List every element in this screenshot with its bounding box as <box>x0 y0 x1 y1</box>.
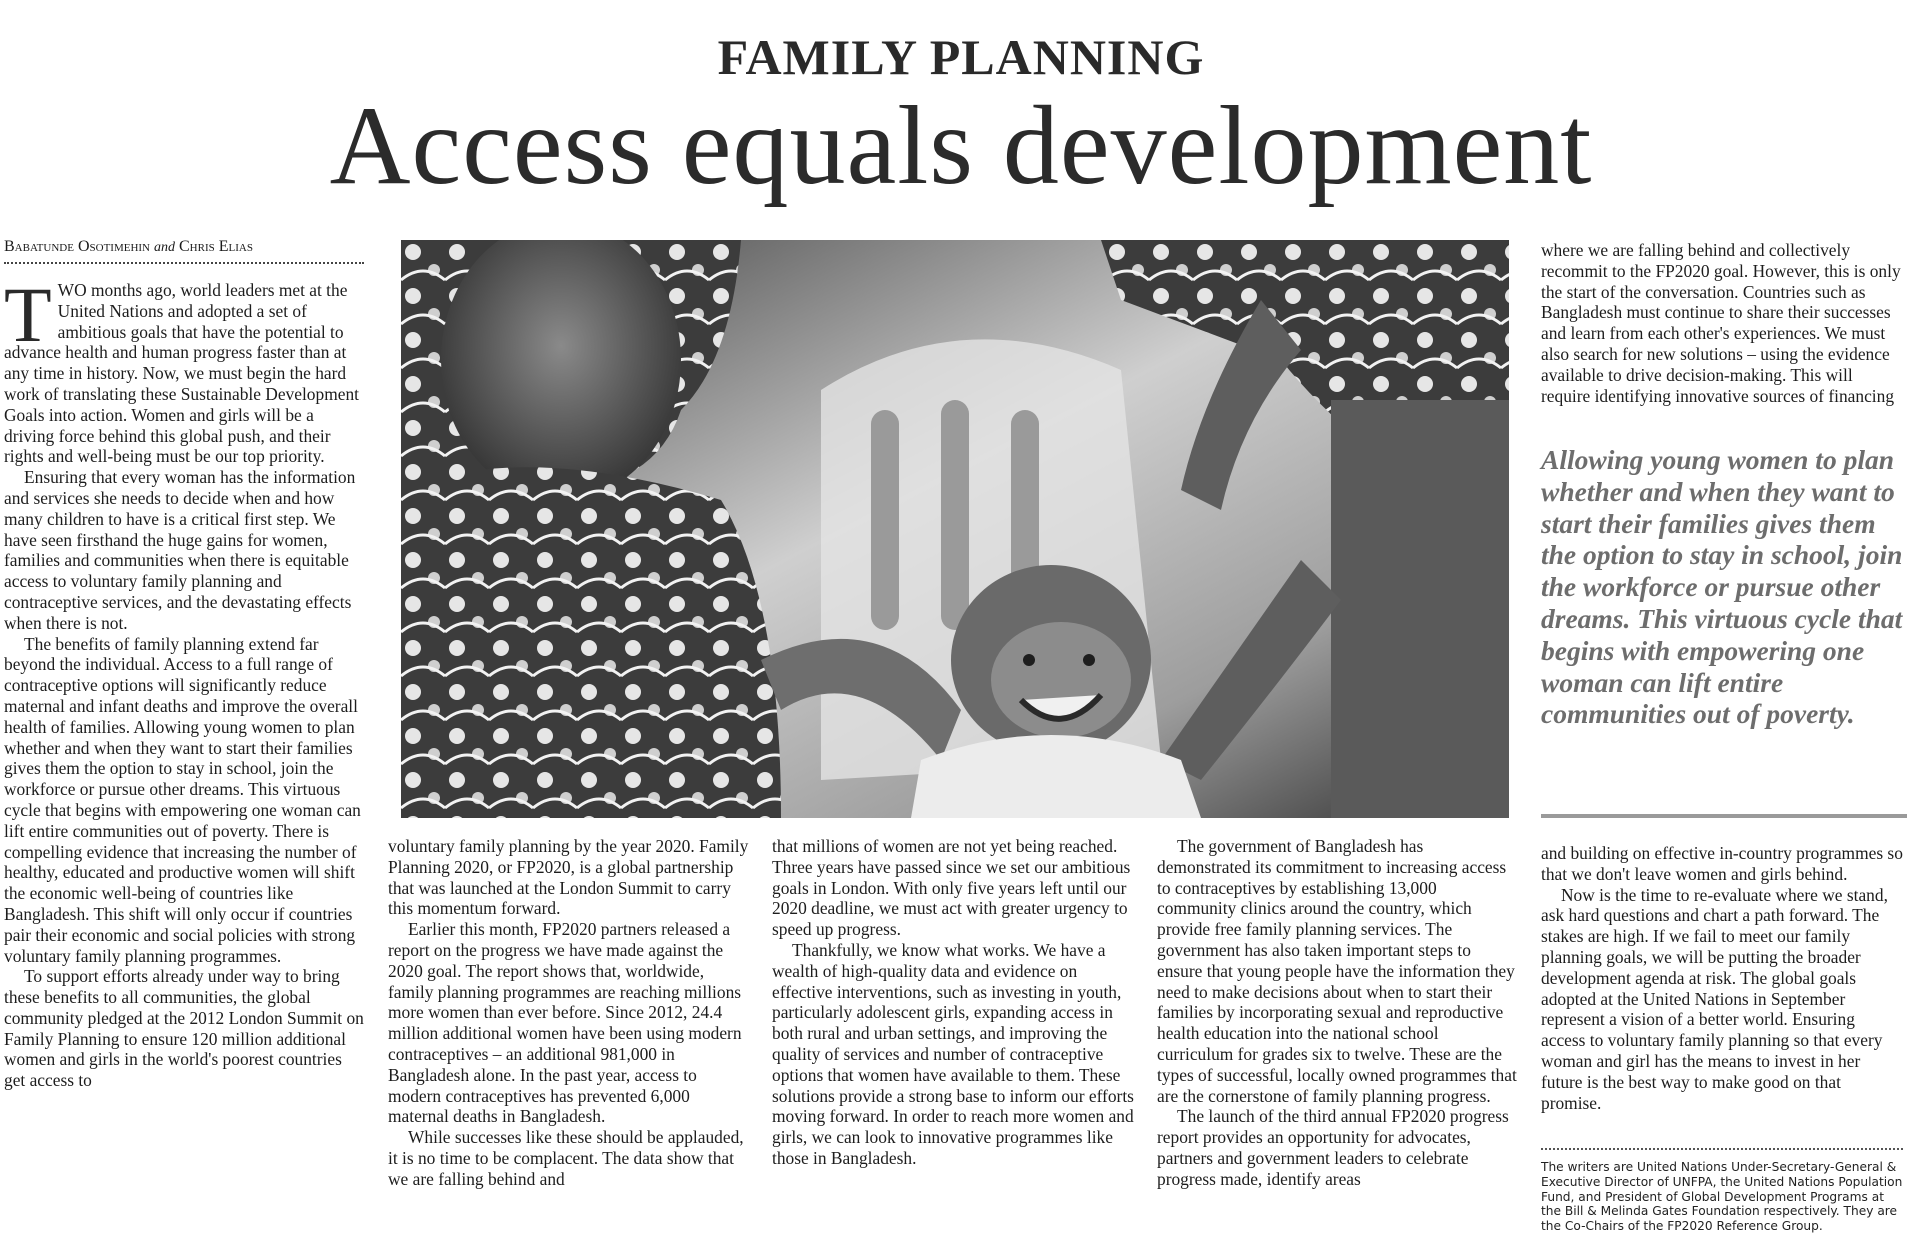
paragraph: Thankfully, we know what works. We have a wealth of high-quality data and evidence on effective interventions, such as investing in youth, particularly adolescent girls, expanding access in both rural and urban settings, and improving the quality of services and number of contraceptive options that women have available to them. These solutions provide a strong base to inform our efforts moving forward. In order to reach more women and girls, we can look to innovative programmes like those in Bangladesh. <box>772 939 1134 1168</box>
section-kicker: FAMILY PLANNING <box>717 29 1205 85</box>
paragraph: The launch of the third annual FP2020 progress report provides an opportunity for advocates, partners and government leaders to celebrate progress made, identify areas <box>1157 1106 1509 1189</box>
paragraph: The government of Bangladesh has demonstrated its commitment to increasing access to contraceptives by establishing 13,000 community clinics around the country, which provide free family planning services. The government has also taken important steps to ensure that young people have the information they need to make decisions about when to start their families by incorporating sexual and reproductive health education into the national school curriculum for grades six to twelve. These are the types of successful, locally owned programmes that are the cornerstone of family planning progress. <box>1157 836 1517 1106</box>
paragraph: Now is the time to re-evaluate where we stand, ask hard questions and chart a path forward. The stakes are high. If we fail to meet our family planning goals, we will be putting the broader development agenda at risk. The global goals adopted at the United Nations in September represent a vision of a better world. Ensuring access to voluntary family planning so that every woman and girl has the means to invest in her future is the best way to make good on that promise. <box>1541 884 1888 1113</box>
article-column-4 <box>1157 836 1517 1190</box>
author-footnote: The writers are United Nations Under-Secretary-General & Executive Director of UNFPA, the United Nations Population Fund, and President of Global Development Programs at the Bill & Melinda Gates Foundation respectively. They are the Co-Chairs of the FP2020 Reference Group. <box>1541 1160 1903 1234</box>
paragraph: Earlier this month, FP2020 partners released a report on the progress we have made against the 2020 goal. The report shows that, worldwide, family planning programmes are reaching millions more women than ever before. Since 2012, 24.4 million additional women have been using modern contraceptives – an additional 981,000 in Bangladesh alone. In the past year, access to modern contraceptives has prevented 6,000 maternal deaths in Bangladesh. <box>388 919 742 1127</box>
paragraph: Ensuring that every woman has the information and services she needs to decide when and how many children to have is a critical first step. We have seen firsthand the huge gains for women, families and communities when there is equitable access to voluntary family planning and contraceptive services, and the devastating effects when there is not. <box>4 467 356 633</box>
article-column-3 <box>772 836 1137 1169</box>
paragraph: While successes like these should be applauded, it is no time to be complacent. The data show that we are falling behind and <box>388 1127 744 1189</box>
pull-quote-divider <box>1541 814 1907 818</box>
article-column-5-bottom <box>1541 843 1903 1113</box>
article-photo <box>401 240 1509 818</box>
paragraph: where we are falling behind and collectively recommit to the FP2020 goal. However, this is only the start of the conversation. Countries such as Bangladesh must continue to share their successes and learn from each other's experiences. We must also search for new solutions – using the evidence available to drive decision-making. This will require identifying innovative sources of financing <box>1541 240 1901 406</box>
pull-quote: Allowing young women to plan whether and when they want to start their families gives them the option to stay in school, join the workforce or pursue other dreams. This virtuous cycle that begins with empowering one woman can lift entire communities out of poverty. <box>1541 444 1903 730</box>
paragraph-text: WO months ago, world leaders met at the United Nations and adopted a set of ambitious goals that have the potential to advance health and human progress faster than at any time in history. Now, we must begin the hard work of translating these Sustainable Development Goals into action. Women and girls will be a driving force behind this global push, and their rights and well-being must be our top priority. <box>4 280 359 467</box>
paragraph: The benefits of family planning extend far beyond the individual. Access to a full range of contraceptive options will significantly reduce maternal and infant deaths and improve the overall health of families. Allowing young women to plan whether and when they want to start their families gives them the option to stay in school, join the workforce or pursue other dreams. This virtuous cycle that begins with empowering one woman can lift entire communities out of poverty. There is compelling evidence that increasing the number of healthy, educated and productive women will shift the economic well-being of countries like Bangladesh. This shift will only occur if countries pair their economic and social policies with strong voluntary family planning programmes. <box>4 633 361 966</box>
paragraph: that millions of women are not yet being reached. Three years have passed since we set our ambitious goals in London. With only five years left until our 2020 deadline, we must act with greater urgency to speed up progress. <box>772 836 1131 940</box>
footnote-divider <box>1541 1148 1903 1150</box>
author-2: Chris Elias <box>179 238 253 255</box>
author-1: Babatunde Osotimehin <box>4 238 150 255</box>
article-column-1 <box>4 271 366 1091</box>
photo-illustration <box>401 240 1509 818</box>
byline <box>4 238 364 264</box>
byline-conjunction: and <box>154 240 175 255</box>
headline: Access equals development <box>329 84 1593 208</box>
paragraph: and building on effective in-country programmes so that we don't leave women and girls behind. <box>1541 843 1903 884</box>
paragraph: voluntary family planning by the year 2020. Family Planning 2020, or FP2020, is a global partnership that was launched at the London Summit to carry this momentum forward. <box>388 836 749 919</box>
paragraph: To support efforts already under way to bring these benefits to all communities, the global community pledged at the 2012 London Summit on Family Planning to ensure 120 million additional women and girls in the world's poorest countries get access to <box>4 966 364 1091</box>
drop-cap: T <box>4 271 52 358</box>
article-column-2 <box>388 836 753 1190</box>
paragraph <box>4 271 366 467</box>
article-column-5-top <box>1541 240 1903 406</box>
